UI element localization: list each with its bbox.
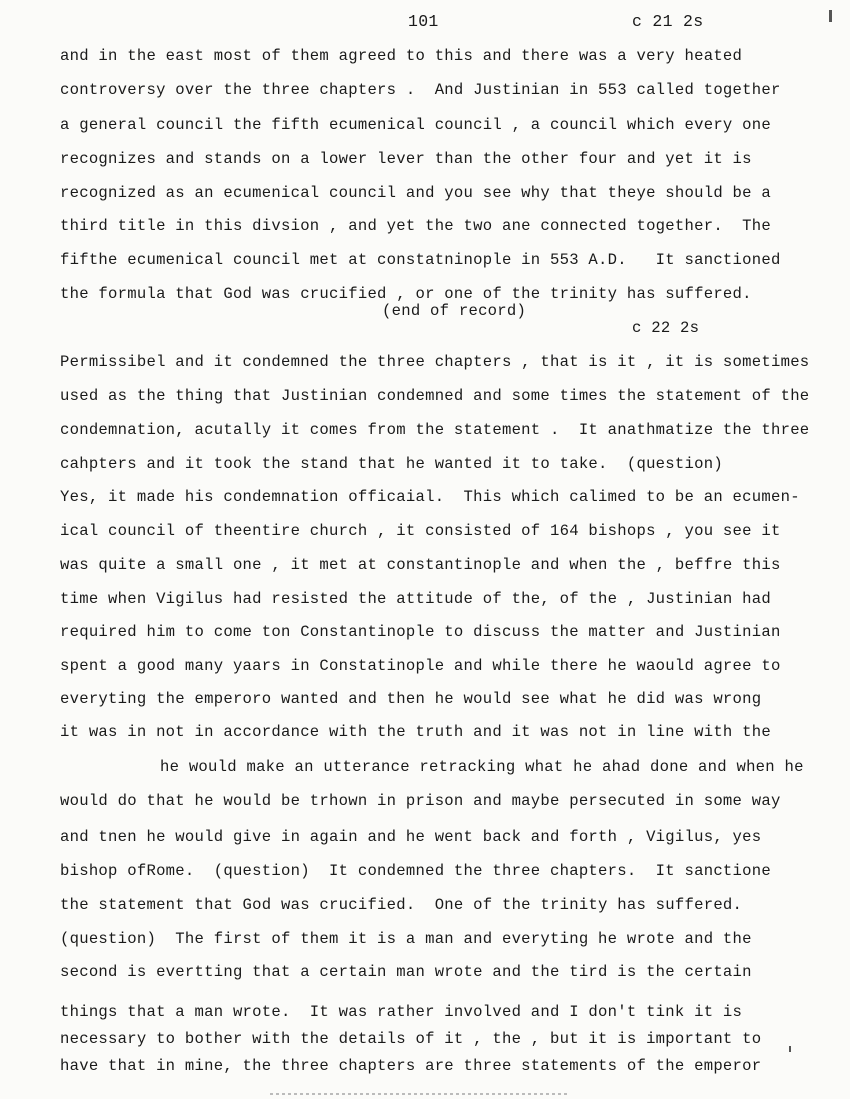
text-line: controversy over the three chapters . And Justinian in 553 called together [60, 81, 781, 99]
text-line: second is evertting that a certain man wrote and the tird is the certain [60, 963, 752, 981]
text-line: (question) The first of them it is a man and everyting he wrote and the [60, 930, 752, 948]
text-line: fifthe ecumenical council met at constatninople in 553 A.D. It sanctioned [60, 251, 781, 269]
text-line: and in the east most of them agreed to this and there was a very heated [60, 47, 743, 65]
margin-mark [829, 10, 832, 22]
page-number: 101 [408, 12, 439, 31]
end-of-record-note: (end of record) [382, 302, 527, 320]
text-line: third title in this divsion , and yet the two ane connected together. The [60, 217, 771, 235]
text-line: it was in not in accordance with the truth and it was not in line with the [60, 723, 771, 741]
text-line: the statement that God was crucified. One of the trinity has suffered. [60, 896, 743, 914]
text-line: required him to come ton Constantinople to discuss the matter and Justinian [60, 623, 781, 641]
text-line: a general council the fifth ecumenical council , a council which every one [60, 116, 771, 134]
text-line: the formula that God was crucified , or one of the trinity has suffered. [60, 285, 752, 303]
text-line: have that in mine, the three chapters are three statements of the emperor [60, 1057, 762, 1075]
text-line: Yes, it made his condemnation officaial. This which calimed to be an ecumen- [60, 488, 800, 506]
record-code-middle: c 22 2s [632, 319, 700, 337]
text-line: used as the thing that Justinian condemned and some times the statement of the [60, 387, 810, 405]
stray-mark [789, 1046, 791, 1052]
text-line: spent a good many yaars in Constatinople and while there he waould agree to [60, 657, 781, 675]
text-line: recognizes and stands on a lower lever than the other four and yet it is [60, 150, 752, 168]
text-line: cahpters and it took the stand that he wanted it to take. (question) [60, 455, 723, 473]
text-line: everyting the emperoro wanted and then he would see what he did was wrong [60, 690, 762, 708]
record-code-top: c 21 2s [632, 12, 704, 31]
bottom-smudge [270, 1093, 570, 1095]
text-line-indented: he would make an utterance retracking what he ahad done and when he [160, 758, 804, 776]
text-line: ical council of theentire church , it consisted of 164 bishops , you see it [60, 522, 781, 540]
text-line: necessary to bother with the details of it , the , but it is important to [60, 1030, 762, 1048]
text-line: things that a man wrote. It was rather involved and I don't tink it is [60, 1003, 743, 1021]
text-line: condemnation, acutally it comes from the statement . It anathmatize the three [60, 421, 810, 439]
text-line: time when Vigilus had resisted the attitude of the, of the , Justinian had [60, 590, 771, 608]
text-line: was quite a small one , it met at constantinople and when the , beffre this [60, 556, 781, 574]
text-line: Permissibel and it condemned the three chapters , that is it , it is sometimes [60, 353, 810, 371]
text-line: recognized as an ecumenical council and you see why that theye should be a [60, 184, 771, 202]
text-line: bishop ofRome. (question) It condemned the three chapters. It sanctione [60, 862, 771, 880]
text-line: and tnen he would give in again and he went back and forth , Vigilus, yes [60, 828, 762, 846]
text-line: would do that he would be trhown in prison and maybe persecuted in some way [60, 792, 781, 810]
